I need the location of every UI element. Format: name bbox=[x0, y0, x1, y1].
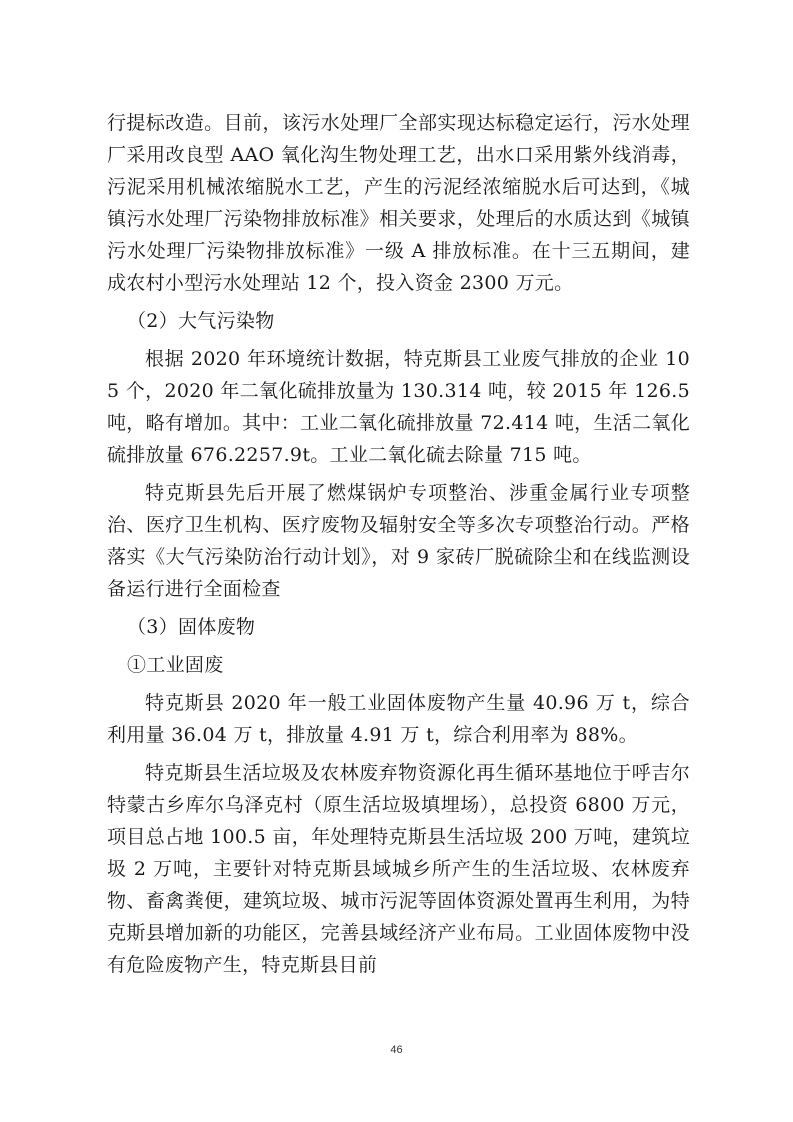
paragraph-continuation-wastewater: 行提标改造。目前，该污水处理厂全部实现达标稳定运行，污水处理厂采用改良型 AAO 氧化沟生物处理工艺，出水口采用紫外线消毒，污泥采用机械浓缩脱水工艺，产生的污泥经浓缩脱水后可达到，《城镇污水处理厂污染物排放标准》相关要求，处理后的水质达到《城镇污水处理厂污染物排放标准》一级 A 排放标准。在十三五期间，建成农村小型污水处理站 12 个，投入资金 2300 万元。 bbox=[107, 112, 690, 294]
paragraph-air-emission-statistics: 根据 2020 年环境统计数据，特克斯县工业废气排放的企业 105 个，2020 年二氧化硫排放量为 130.314 吨，较 2015 年 126.5 吨，略有增加。其中：工业二氧化硫排放量 72.414 吨，生活二氧化硫排放量 676.2257.9t。工业二氧化硫去除量 715 吨。 bbox=[107, 348, 690, 466]
section-heading-solid-waste: （3）固体废物 bbox=[127, 616, 256, 638]
paragraph-recycling-base: 特克斯县生活垃圾及农林废弃物资源化再生循环基地位于呼吉尔特蒙古乡库尔乌泽克村（原生活垃圾填埋场），总投资 6800 万元，项目总占地 100.5 亩，年处理特克斯县生活垃圾 200 万吨，建筑垃圾 2 万吨，主要针对特克斯县域城乡所产生的生活垃圾、农林废弃物、畜禽粪便，建筑垃圾、城市污泥等固体资源处置再生利用，为特克斯县增加新的功能区，完善县域经济产业布局。工业固体废物中没有危险废物产生，特克斯县目前 bbox=[107, 762, 690, 976]
paragraph-special-rectification: 特克斯县先后开展了燃煤锅炉专项整治、涉重金属行业专项整治、医疗卫生机构、医疗废物及辐射安全等多次专项整治行动。严格落实《大气污染防治行动计划》，对 9 家砖厂脱硫除尘和在线监测设备运行进行全面检查 bbox=[107, 482, 690, 600]
document-body bbox=[107, 107, 690, 987]
page-number: 46 bbox=[390, 1044, 403, 1056]
section-heading-air-pollutants: （2）大气污染物 bbox=[127, 310, 275, 332]
paragraph-industrial-solid-waste-stats: 特克斯县 2020 年一般工业固体废物产生量 40.96 万 t，综合利用量 36.04 万 t，排放量 4.91 万 t，综合利用率为 88%。 bbox=[107, 692, 690, 746]
subsection-heading-industrial-solid-waste: ①工业固废 bbox=[127, 654, 224, 676]
